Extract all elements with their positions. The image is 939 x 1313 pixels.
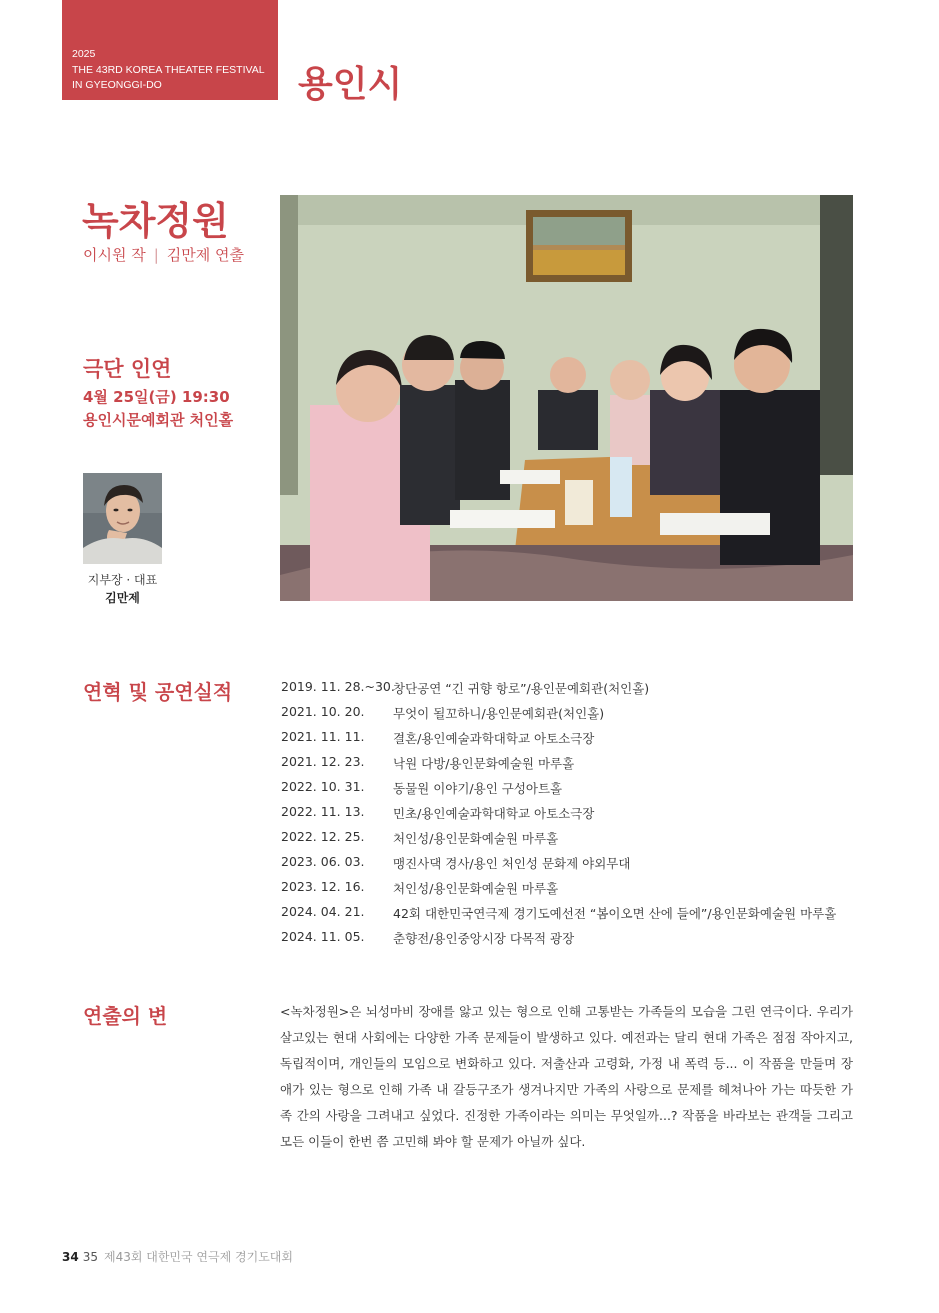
history-date: 2019. 11. 28.~30. (281, 679, 395, 694)
history-date: 2021. 10. 20. (281, 704, 365, 719)
history-description: 결혼/용인예술과학대학교 아토소극장 (393, 731, 595, 746)
history-date: 2022. 10. 31. (281, 779, 365, 794)
history-description: 처인성/용인문화예술원 마루홀 (393, 881, 559, 896)
history-date: 2023. 12. 16. (281, 879, 365, 894)
header-festival-name: THE 43RD KOREA THEATER FESTIVAL (72, 64, 265, 76)
director-note-body: <녹차정원>은 뇌성마비 장애를 앓고 있는 형으로 인해 고통받는 가족들의 모습을 그린 연극이다. 우리가 살고있는 현대 사회에는 다양한 가족 문제들이 발생하고 있다. 예전과는 달리 현대 가족은 점점 작아지고, 독립적이며, 개인들의 모임으로 변화하고 있다. 저출산과 고령화, 가정 내 폭력 등... 이 작품을 만들며 장애가 있는 형으로 인해 가족 내 갈등구조가 생겨나지만 가족의 사랑으로 문제를 헤쳐나아 가는 따듯한 가족 간의 사랑을 그려내고 싶었다. 진정한 가족이라는 의미는 무엇일까...? 작품을 바라보는 관객들 그리고 모든 이들이 한번 쯤 고민해 봐야 할 문제가 아닐까 싶다. (280, 1004, 853, 1149)
header-banner (62, 0, 278, 100)
page-footer (62, 1248, 293, 1265)
person-name: 김만제 (105, 591, 140, 605)
page-number-left: 34 (62, 1250, 79, 1264)
director-note-title: 연출의 변 (83, 1004, 168, 1028)
history-date: 2024. 11. 05. (281, 929, 365, 944)
play-credits (83, 244, 244, 265)
writer-credit: 이시원 작 (83, 246, 146, 264)
header-year: 2025 (72, 48, 96, 60)
footer-publication-title: 제43회 대한민국 연극제 경기도대회 (103, 1250, 293, 1264)
troupe-name: 극단 인연 (83, 357, 172, 381)
history-description: 민초/용인예술과학대학교 아토소극장 (393, 806, 595, 821)
group-photo (280, 195, 853, 601)
history-description: 맹진사댁 경사/용인 처인성 문화제 야외무대 (393, 856, 631, 871)
history-description: 창단공연 “긴 귀향 항로”/용인문예회관(처인홀) (393, 681, 650, 696)
person-role: 지부장 · 대표 (87, 573, 158, 587)
history-description: 동물원 이야기/용인 구성아트홀 (393, 781, 563, 796)
city-title: 용인시 (298, 64, 403, 105)
performance-datetime: 4월 25일(금) 19:30 (83, 388, 230, 406)
history-date: 2023. 06. 03. (281, 854, 365, 869)
history-date: 2022. 12. 25. (281, 829, 365, 844)
history-section-title: 연혁 및 공연실적 (83, 680, 233, 704)
history-description: 42회 대한민국연극제 경기도예선전 “봄이오면 산에 들에”/용인문화예술원 마루홀 (393, 906, 837, 921)
history-description: 무엇이 될꼬하니/용인문예회관(처인홀) (393, 706, 605, 721)
history-description: 처인성/용인문화예술원 마루홀 (393, 831, 559, 846)
history-date: 2024. 04. 21. (281, 904, 365, 919)
credit-separator: | (153, 246, 159, 264)
performance-venue: 용인시문예회관 처인홀 (83, 411, 234, 429)
play-title: 녹차정원 (82, 199, 229, 243)
history-date: 2021. 11. 11. (281, 729, 365, 744)
director-credit: 김만제 연출 (166, 246, 245, 264)
page-number-right: 35 (82, 1250, 98, 1264)
header-location: IN GYEONGGI-DO (72, 79, 162, 91)
history-date: 2021. 12. 23. (281, 754, 365, 769)
history-description: 낙원 다방/용인문화예술원 마루홀 (393, 756, 575, 771)
portrait-image (83, 473, 162, 564)
director-portrait (83, 473, 162, 564)
history-date: 2022. 11. 13. (281, 804, 365, 819)
history-description: 춘향전/용인중앙시장 다목적 광장 (393, 931, 575, 946)
group-photo-image (280, 195, 853, 601)
